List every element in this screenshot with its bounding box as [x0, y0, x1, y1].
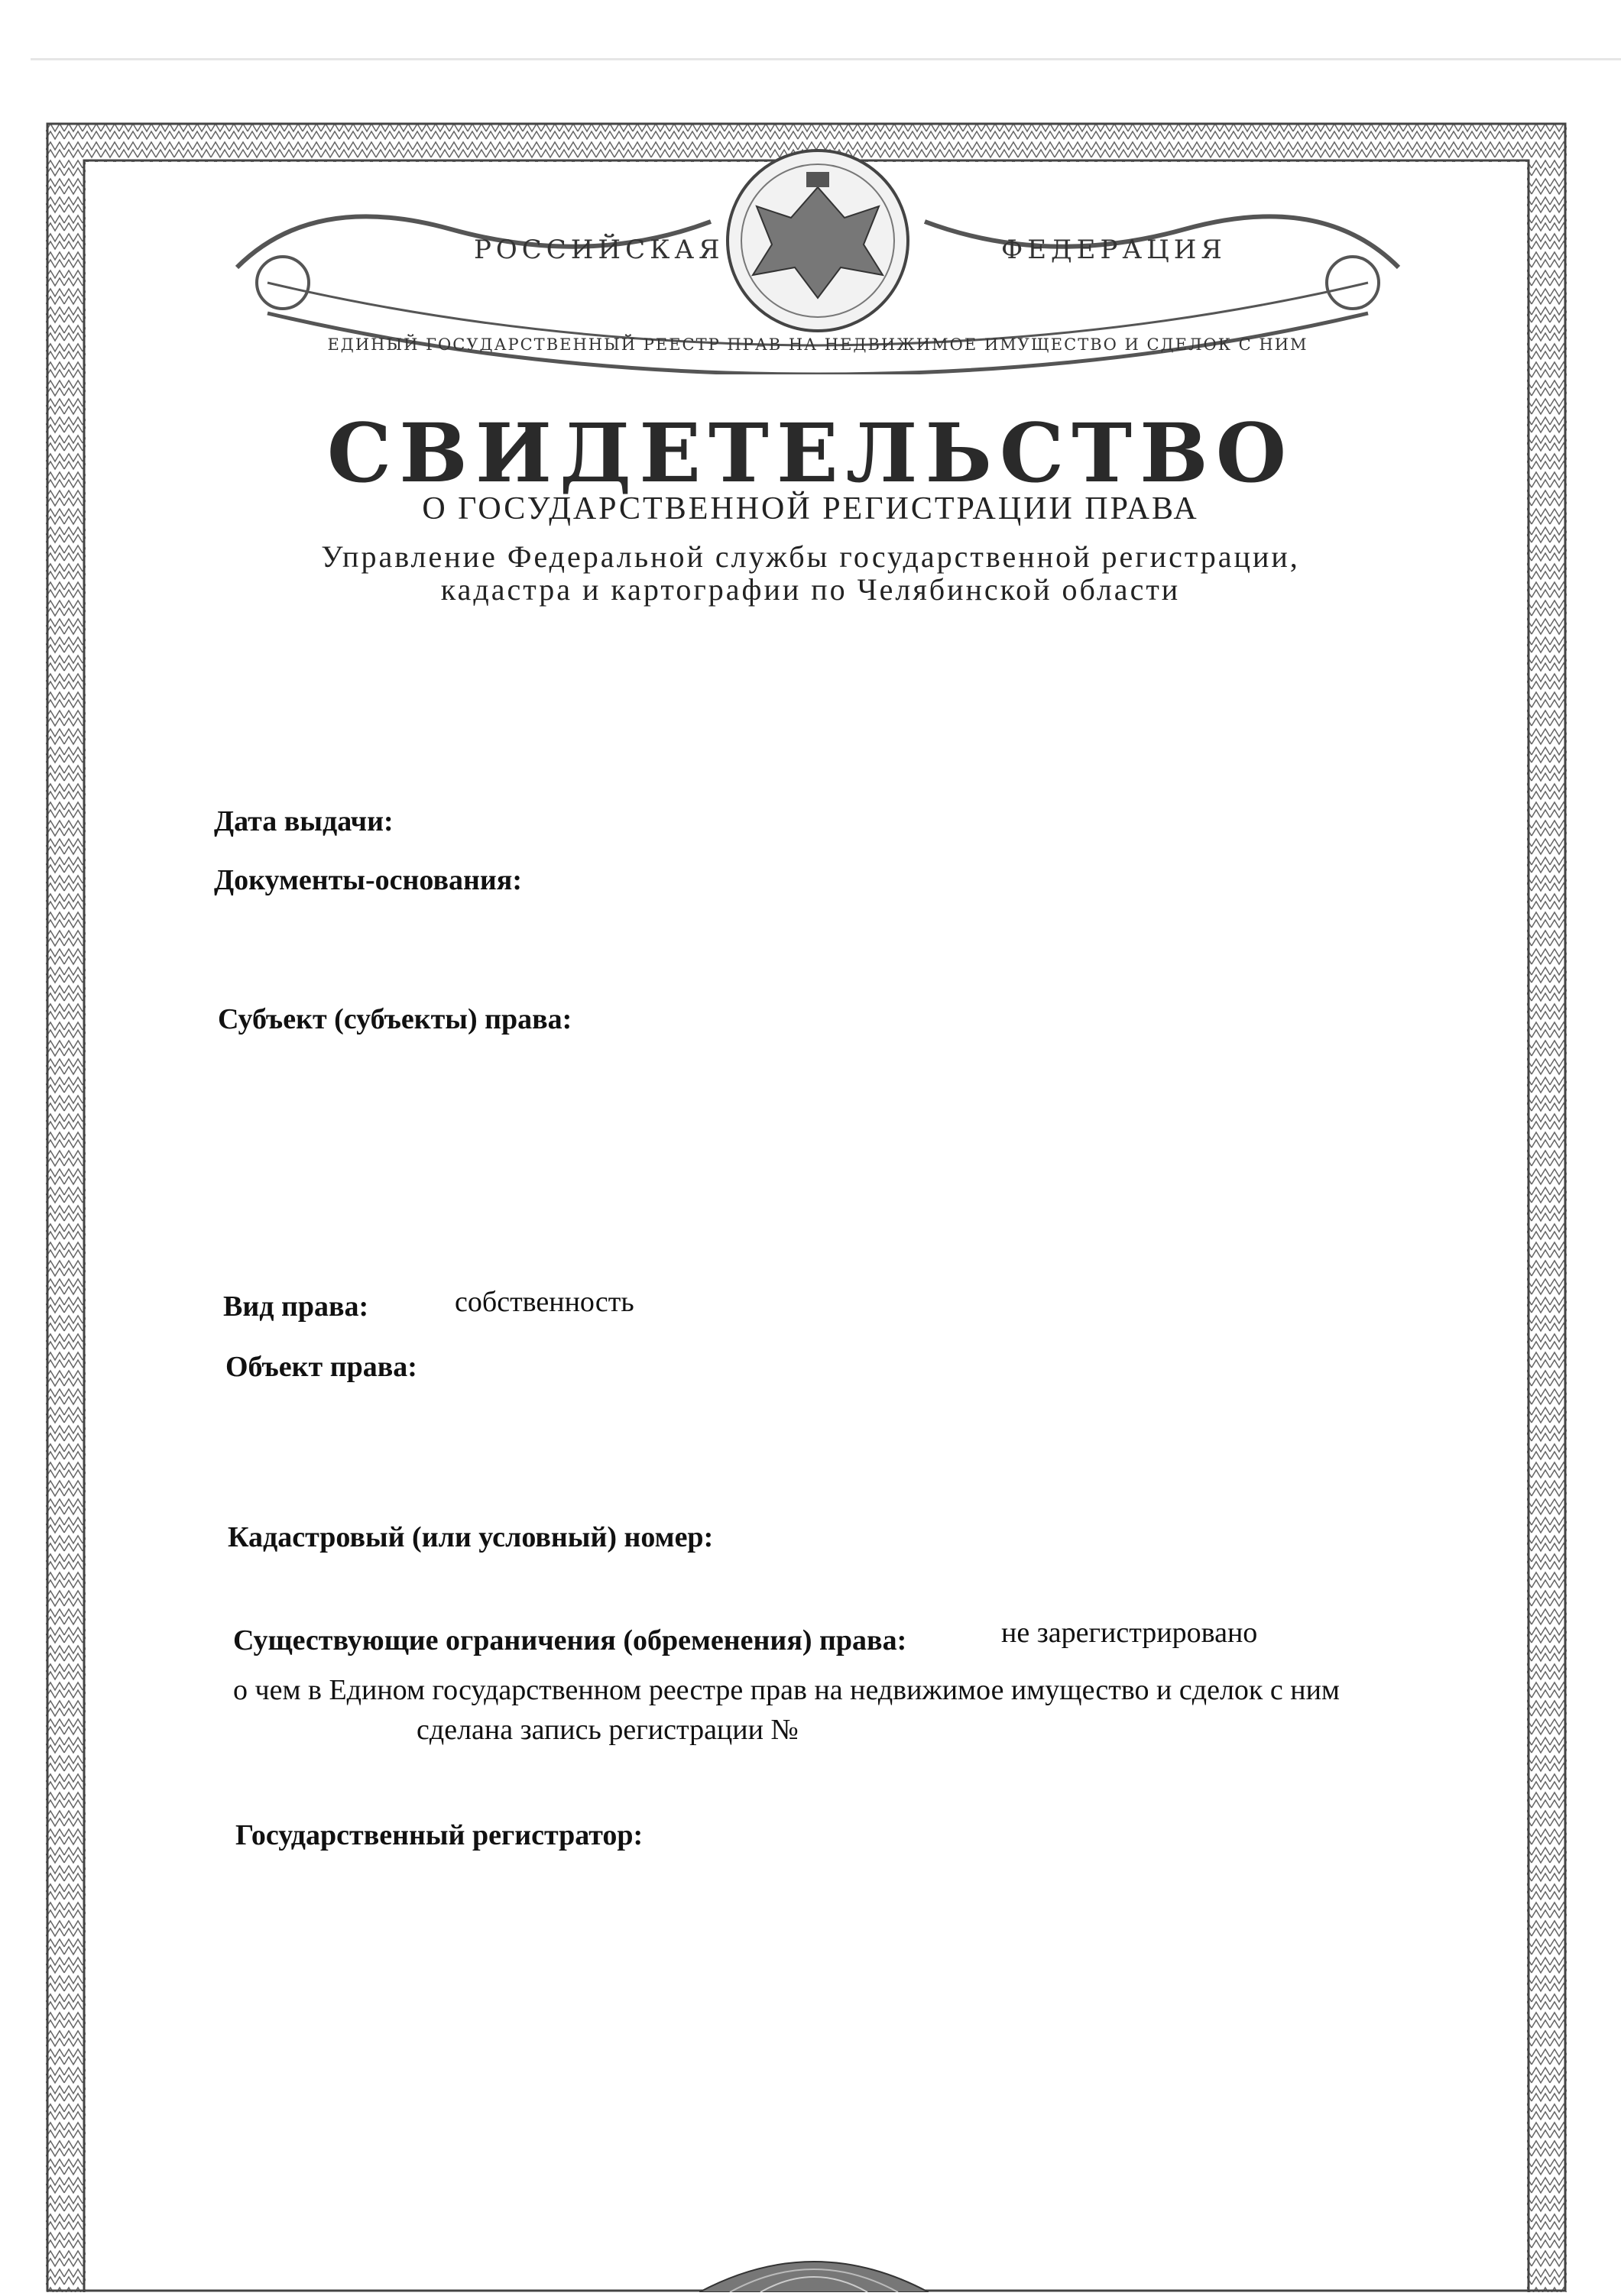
- documents-basis-label: Документы-основания:: [214, 864, 522, 896]
- document-title: СВИДЕТЕЛЬСТВО: [326, 405, 1295, 500]
- issue-date-label: Дата выдачи:: [214, 805, 394, 837]
- restrictions-value: не зарегистрировано: [1001, 1617, 1258, 1649]
- authority-line-1: Управление Федеральной службы государственной регистрации,: [321, 539, 1300, 574]
- bottom-hologram-seal: [699, 2239, 929, 2292]
- subject-label: Субъект (субъекты) права:: [218, 1003, 572, 1035]
- state-emblem-header: [222, 145, 1414, 374]
- double-headed-eagle-icon: [728, 151, 908, 331]
- ribbon-bottom-text: ЕДИНЫЙ ГОСУДАРСТВЕННЫЙ РЕЕСТР ПРАВ НА НЕДВИЖИМОЕ ИМУЩЕСТВО И СДЕЛОК С НИМ: [327, 335, 1308, 354]
- ribbon-left-text: РОССИЙСКАЯ: [474, 235, 725, 265]
- cadastral-number-label: Кадастровый (или условный) номер:: [228, 1521, 714, 1553]
- right-type-value: собственность: [455, 1286, 634, 1318]
- object-label: Объект права:: [225, 1351, 417, 1383]
- ribbon-right-text: ФЕДЕРАЦИЯ: [1001, 235, 1227, 265]
- registrar-label: Государственный регистратор:: [235, 1819, 644, 1851]
- registry-statement-line-1: о чем в Едином государственном реестре прав на недвижимое имущество и сделок с ним: [233, 1674, 1340, 1706]
- registry-statement-line-2: сделана запись регистрации №: [417, 1714, 799, 1746]
- right-type-label: Вид права:: [223, 1290, 369, 1323]
- authority-line-2: кадастра и картографии по Челябинской области: [440, 572, 1181, 607]
- document-subtitle: О ГОСУДАРСТВЕННОЙ РЕГИСТРАЦИИ ПРАВА: [422, 491, 1199, 526]
- scan-edge-line: [31, 58, 1621, 60]
- restrictions-label: Существующие ограничения (обременения) права:: [233, 1624, 907, 1656]
